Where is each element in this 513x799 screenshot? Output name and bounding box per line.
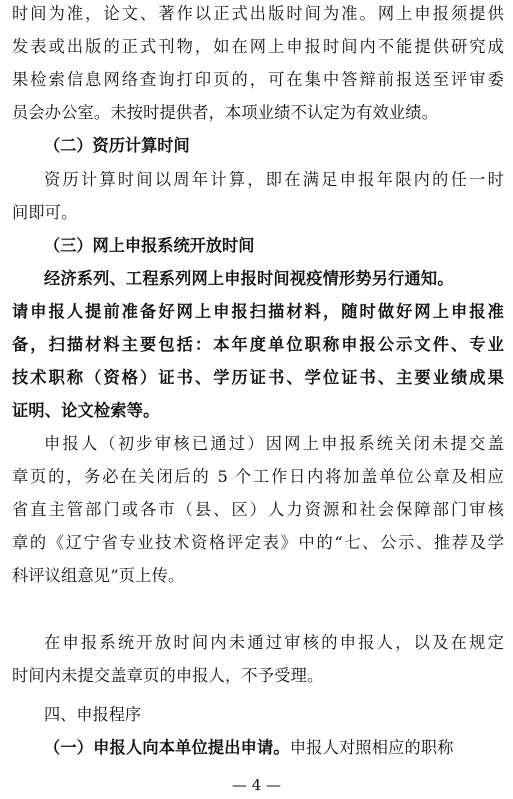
- paragraph-line: 章的《辽宁省专业技术资格评定表》中的“七、公示、推荐及学: [12, 533, 504, 552]
- paragraph-line: 资历计算时间以周年计算，即在满足申报年限内的任一时: [44, 170, 504, 189]
- section-heading: （三）网上申报系统开放时间: [44, 236, 255, 255]
- paragraph-line: 时间为准，论文、著作以正式出版时间为准。网上申报须提供: [12, 4, 504, 23]
- paragraph-line: 发表或出版的正式刊物，如在网上申报时间内不能提供研究成: [12, 37, 504, 56]
- paragraph-line: [44, 738, 504, 758]
- paragraph-line: 间即可。: [12, 203, 78, 222]
- page-number: — 4 —: [231, 776, 282, 794]
- section-heading: 四、申报程序: [44, 705, 142, 724]
- section-heading: （二）资历计算时间: [44, 136, 190, 155]
- paragraph-line: 果检索信息网络查询打印页的，可在集中答辩前报送至评审委: [12, 70, 504, 89]
- paragraph-line: 经济系列、工程系列网上申报时间视疫情形势另行通知。: [44, 269, 454, 288]
- paragraph-line: 章页的，务必在关闭后的 5 个工作日内将加盖单位公章及相应: [12, 467, 504, 486]
- paragraph-bold-lead: （一）申报人向本单位提出申请。: [44, 738, 290, 757]
- paragraph-line: 在申报系统开放时间内未通过审核的申报人，以及在规定: [44, 633, 504, 652]
- paragraph-line: 科评议组意见”页上传。: [12, 566, 185, 585]
- paragraph-line: 申报人（初步审核已通过）因网上申报系统关闭未提交盖: [44, 434, 504, 453]
- paragraph-line: 备，扫描材料主要包括：本年度单位职称申报公示文件、专业: [12, 335, 504, 354]
- paragraph-line: 省直主管部门或各市（县、区）人力资源和社会保障部门审核: [12, 500, 504, 519]
- paragraph-line: 员会办公室。未按时提供者，本项业绩不认定为有效业绩。: [12, 103, 439, 122]
- paragraph-text: 申报人对照相应的职称: [289, 738, 454, 757]
- paragraph-line: 请申报人提前准备好网上申报扫描材料，随时做好网上申报准: [12, 302, 504, 321]
- paragraph-line: 证明、论文检索等。: [12, 401, 160, 420]
- paragraph-line: 技术职称（资格）证书、学历证书、学位证书、主要业绩成果: [12, 368, 504, 387]
- paragraph-line: 时间内未提交盖章页的申报人，不予受理。: [12, 666, 324, 685]
